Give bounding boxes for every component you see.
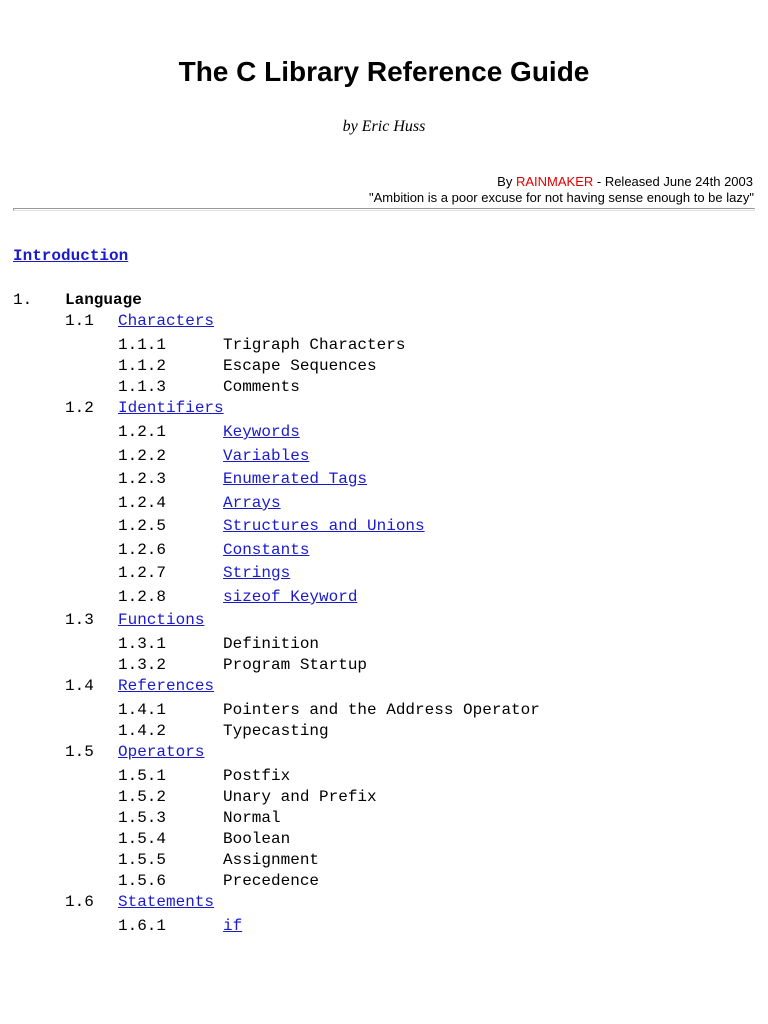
toc-item-number: 1.2.7 — [118, 564, 167, 582]
toc-item-number: 1.2.6 — [118, 541, 167, 559]
toc-link-if[interactable]: if — [223, 917, 243, 935]
toc-item-definition: Definition — [223, 635, 320, 653]
toc-item-unary-and-prefix: Unary and Prefix — [223, 788, 377, 806]
toc-subsection-number: 1.2 — [65, 399, 94, 417]
toc-item-number: 1.3.2 — [118, 656, 167, 674]
toc-item-number: 1.3.1 — [118, 635, 167, 653]
toc-item-number: 1.2.5 — [118, 517, 167, 535]
toc-item-number: 1.5.2 — [118, 788, 167, 806]
toc-item-number: 1.2.2 — [118, 447, 167, 465]
toc-item-number: 1.1.2 — [118, 357, 167, 375]
toc-item-number: 1.5.4 — [118, 830, 167, 848]
toc-item-number: 1.1.1 — [118, 336, 167, 354]
toc-item-precedence: Precedence — [223, 872, 320, 890]
toc-item-number: 1.1.3 — [118, 378, 167, 396]
byline-quote: "Ambition is a poor excuse for not having sense enough to be lazy" — [368, 190, 754, 205]
toc-item-assignment: Assignment — [223, 851, 320, 869]
toc-subsection-number: 1.4 — [65, 677, 94, 695]
toc-item-boolean: Boolean — [223, 830, 291, 848]
toc-subsection-number: 1.1 — [65, 312, 94, 330]
toc-item-number: 1.6.1 — [118, 917, 167, 935]
toc-subsection-number: 1.3 — [65, 611, 94, 629]
byline-prefix: By — [497, 174, 516, 189]
toc-section-title: Language — [65, 291, 142, 309]
toc-link-references[interactable]: References — [118, 677, 215, 695]
toc-link-structures-and-unions[interactable]: Structures and Unions — [223, 517, 425, 535]
toc-item-number: 1.5.5 — [118, 851, 167, 869]
toc-item-number: 1.4.2 — [118, 722, 167, 740]
toc-section-number: 1. — [13, 291, 33, 309]
toc-item-trigraph-characters: Trigraph Characters — [223, 336, 406, 354]
document-author: by Eric Huss — [342, 118, 426, 135]
toc-link-statements[interactable]: Statements — [118, 893, 215, 911]
byline-author-name: RAINMAKER — [515, 174, 594, 189]
toc-item-number: 1.2.4 — [118, 494, 167, 512]
toc-item-pointers-and-the-address-operator: Pointers and the Address Operator — [223, 701, 540, 719]
toc-link-strings[interactable]: Strings — [223, 564, 291, 582]
release-byline — [497, 174, 753, 190]
toc-link-operators[interactable]: Operators — [118, 743, 205, 761]
document-title: The C Library Reference Guide — [178, 56, 590, 87]
toc-item-number: 1.2.3 — [118, 470, 167, 488]
toc-item-number: 1.2.8 — [118, 588, 167, 606]
byline-release-date: - Released June 24th 2003 — [593, 174, 753, 189]
toc-item-number: 1.4.1 — [118, 701, 167, 719]
toc-item-postfix: Postfix — [223, 767, 291, 785]
toc-link-keywords[interactable]: Keywords — [223, 423, 300, 441]
toc-link-functions[interactable]: Functions — [118, 611, 205, 629]
toc-link-constants[interactable]: Constants — [223, 541, 310, 559]
toc-item-program-startup: Program Startup — [223, 656, 368, 674]
toc-item-typecasting: Typecasting — [223, 722, 329, 740]
toc-link-introduction[interactable]: Introduction — [13, 247, 129, 265]
toc-link-identifiers[interactable]: Identifiers — [118, 399, 224, 417]
toc-item-number: 1.5.1 — [118, 767, 167, 785]
horizontal-rule — [13, 208, 755, 211]
toc-link-sizeof-keyword[interactable]: sizeof Keyword — [223, 588, 358, 606]
toc-item-number: 1.2.1 — [118, 423, 167, 441]
toc-item-normal: Normal — [223, 809, 281, 827]
toc-link-arrays[interactable]: Arrays — [223, 494, 281, 512]
toc-link-characters[interactable]: Characters — [118, 312, 215, 330]
toc-subsection-number: 1.5 — [65, 743, 94, 761]
toc-link-variables[interactable]: Variables — [223, 447, 310, 465]
toc-subsection-number: 1.6 — [65, 893, 94, 911]
toc-item-comments: Comments — [223, 378, 300, 396]
toc-item-escape-sequences: Escape Sequences — [223, 357, 377, 375]
toc-item-number: 1.5.6 — [118, 872, 167, 890]
toc-item-number: 1.5.3 — [118, 809, 167, 827]
toc-link-enumerated-tags[interactable]: Enumerated Tags — [223, 470, 368, 488]
